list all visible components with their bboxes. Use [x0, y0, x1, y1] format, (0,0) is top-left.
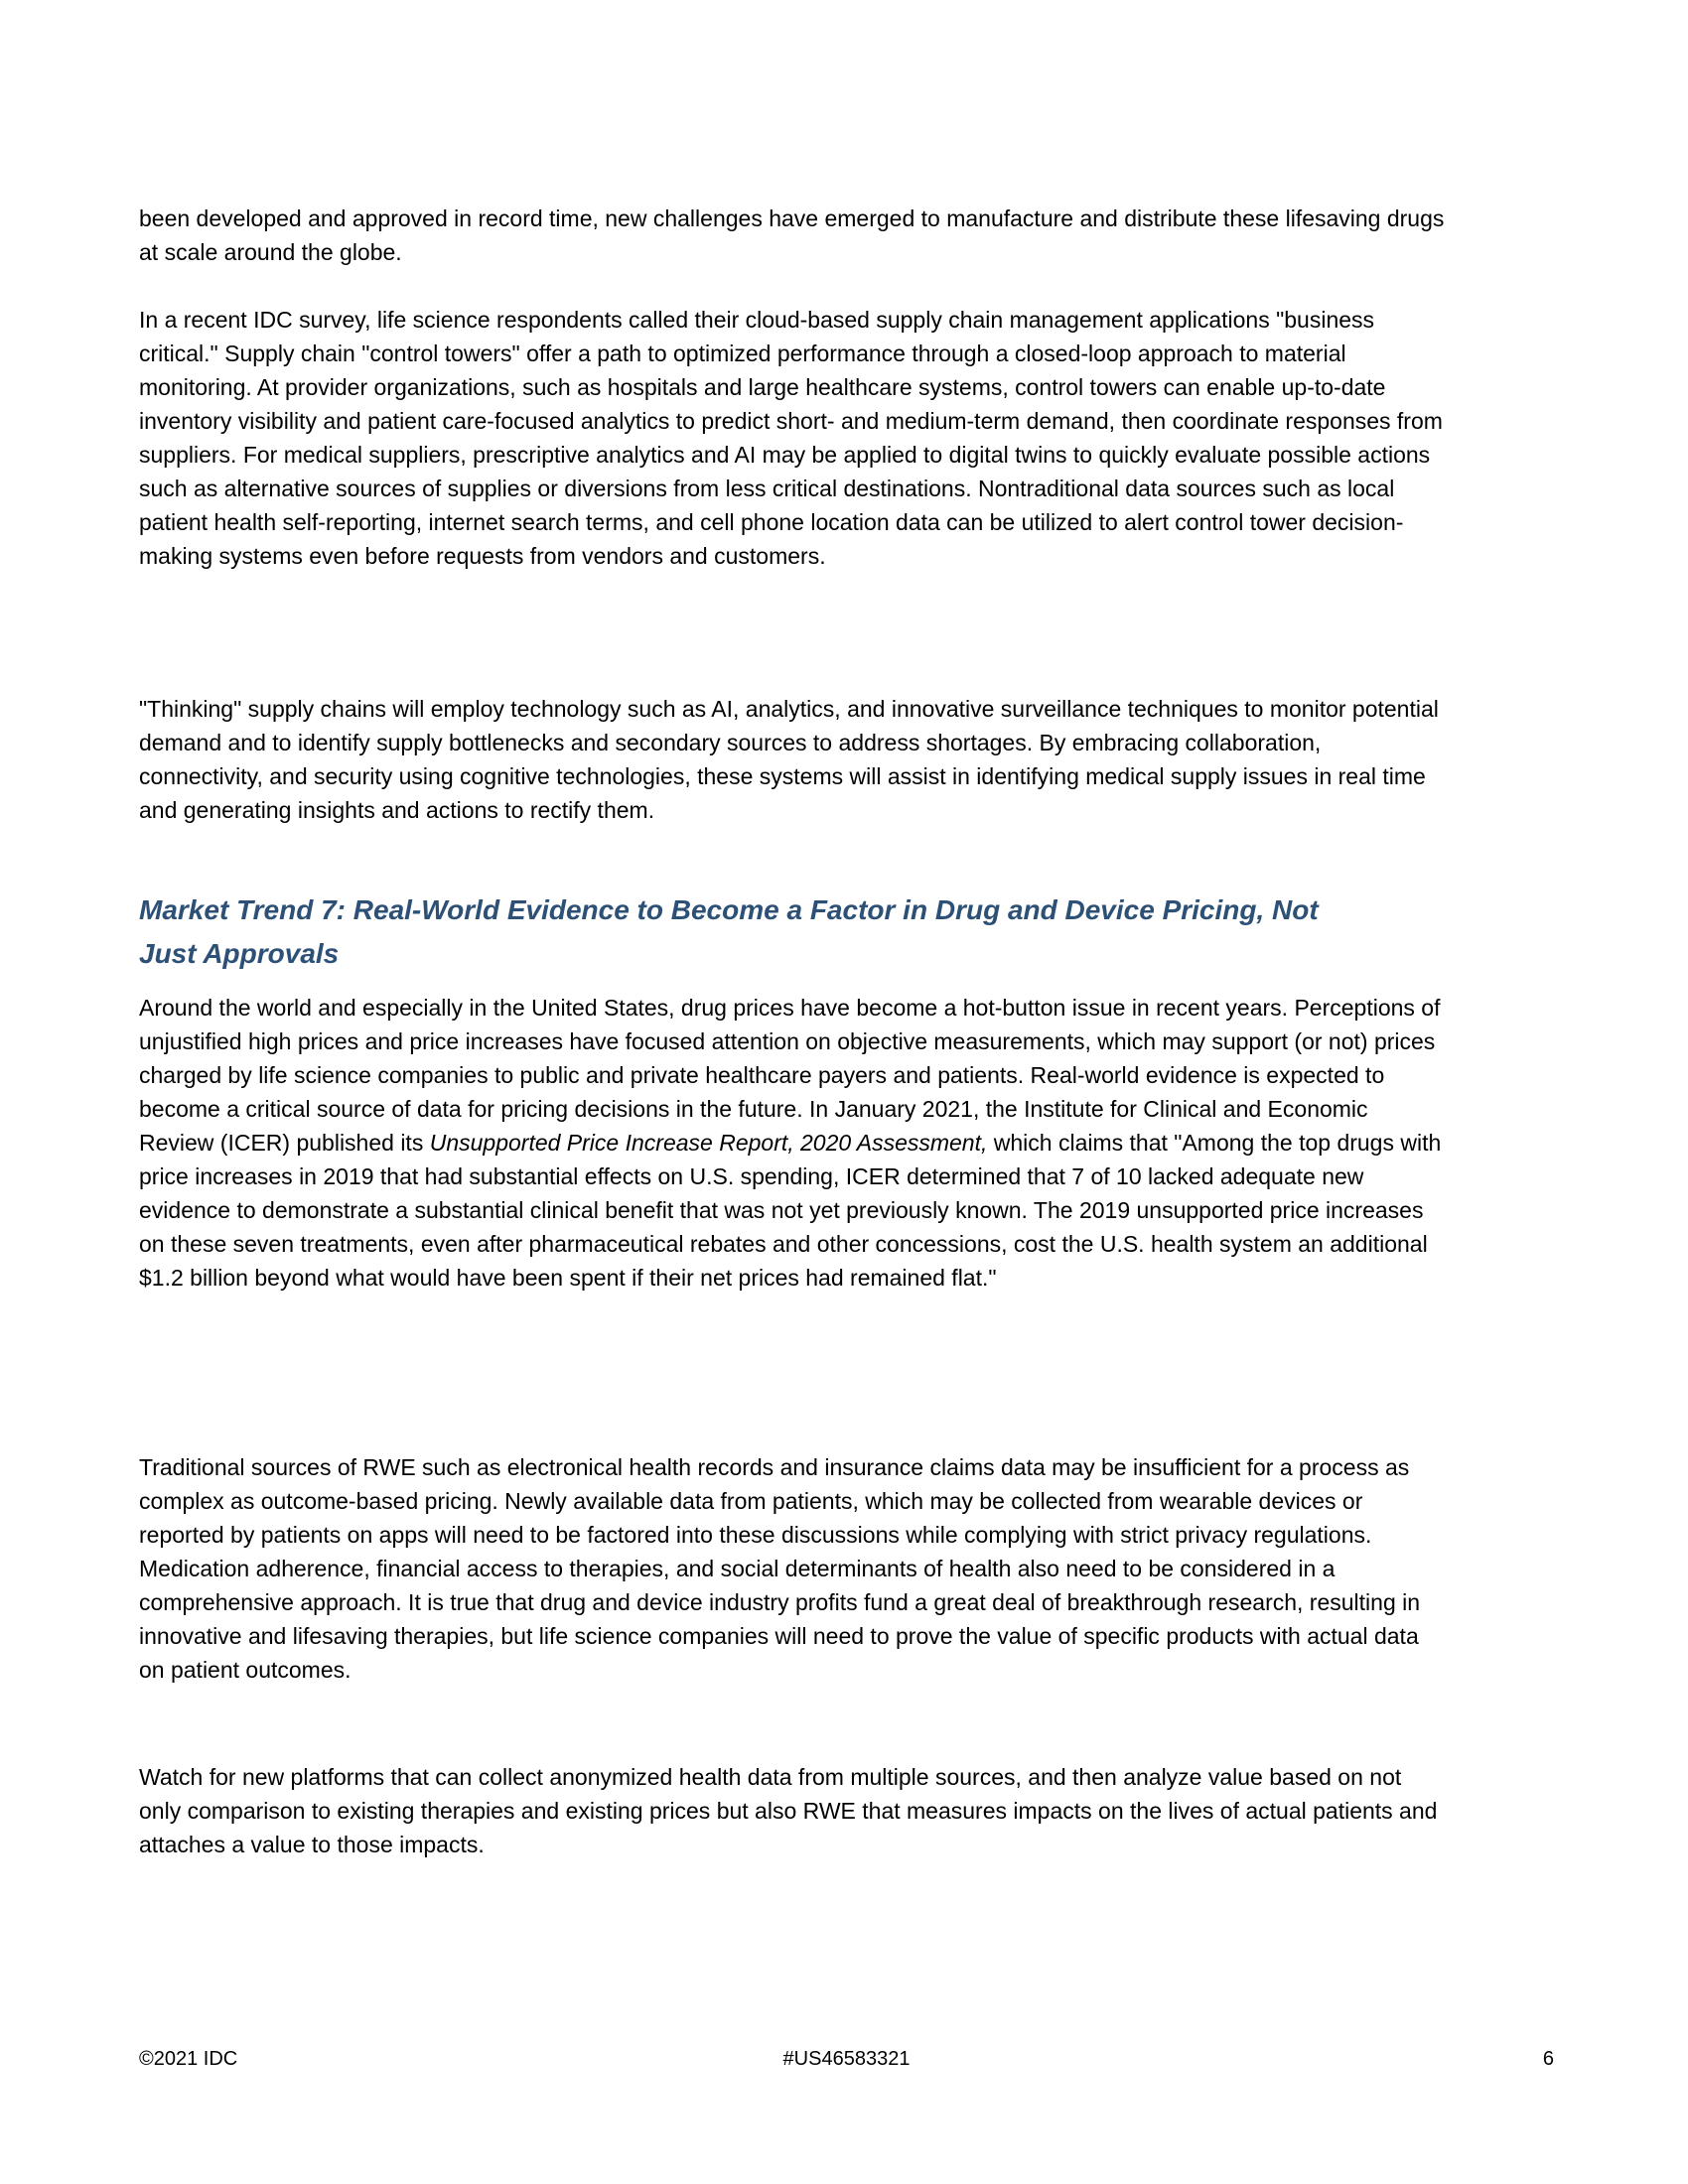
body-paragraph-new-platforms: Watch for new platforms that can collect anonymized health data from multiple sources, and then analyze value based on not only comparison to existing therapies and existing prices but also RWE that measures impacts on the lives of actual patients and attaches a value to those impacts.	[139, 1764, 1438, 1857]
body-paragraph-continuation: been developed and approved in record time, new challenges have emerged to manufacture and distribute these lifesaving drugs at scale around the globe.	[139, 205, 1445, 265]
drug-pricing-text-after-citation: which claims that "Among the top drugs with price increases in 2019 that had substantial effects on U.S. spending, ICER determined that 7 of 10 lacked adequate new evidence to demonstrate a substantial clinical benefit that was not yet previously known. The 2019 unsupported price increases on these seven treatments, even after pharmaceutical rebates and other concessions, cost the U.S. health system an additional $1.2 billion beyond what would have been spent if their net prices had remained flat."	[139, 1130, 1442, 1291]
body-paragraph-supply-chain: In a recent IDC survey, life science respondents called their cloud-based supply chain management applications "business critical." Supply chain "control towers" offer a path to optimized performance through a closed-loop approach to material monitoring. At provider organizations, such as hospitals and large healthcare systems, control towers can enable up-to-date inventory visibility and patient care-focused analytics to predict short- and medium-term demand, then coordinate responses from suppliers. For medical suppliers, prescriptive analytics and AI may be applied to digital twins to quickly evaluate possible actions such as alternative sources of supplies or diversions from less critical destinations. Nontraditional data sources such as local patient health self-reporting, internet search terms, and cell phone location data can be utilized to alert control tower decision-making systems even before requests from vendors and customers.	[139, 307, 1443, 569]
report-title-citation: Unsupported Price Increase Report, 2020 Assessment,	[429, 1130, 988, 1156]
drug-pricing-text-before-citation: Around the world and especially in the United States, drug prices have become a hot-button issue in recent years. Perceptions of unjustified high prices and price increases have focused attention on objective measurements, which may support (or not) prices charged by life science companies to public and private healthcare payers and patients. Real-world evidence is expected to become a critical source of data for pricing decisions in the future. In January 2021, the Institute for Clinical and Economic Review (ICER) published its	[139, 995, 1441, 1156]
section-heading-market-trend-7: Market Trend 7: Real-World Evidence to Become a Factor in Drug and Device Pricing, Not Just Approvals	[139, 894, 1319, 969]
footer-page-number: 6	[1542, 2048, 1554, 2070]
body-paragraph-rwe-sources: Traditional sources of RWE such as electronical health records and insurance claims data may be insufficient for a process as complex as outcome-based pricing. Newly available data from patients, which may be collected from wearable devices or reported by patients on apps will need to be factored into these discussions while complying with strict privacy regulations. Medication adherence, financial access to therapies, and social determinants of health also need to be considered in a comprehensive approach. It is true that drug and device industry profits fund a great deal of breakthrough research, resulting in innovative and lifesaving therapies, but life science companies will need to prove the value of specific products with actual data on patient outcomes.	[139, 1454, 1421, 1683]
page-footer	[139, 2047, 1554, 2071]
body-paragraph-thinking-supply-chains: "Thinking" supply chains will employ technology such as AI, analytics, and innovative surveillance techniques to monitor potential demand and to identify supply bottlenecks and secondary sources to address shortages. By embracing collaboration, connectivity, and security using cognitive technologies, these systems will assist in identifying medical supply issues in real time and generating insights and actions to rectify them.	[139, 696, 1439, 823]
body-paragraph-drug-pricing	[139, 991, 1445, 1295]
footer-doc-id: #US46583321	[782, 2048, 911, 2070]
footer-copyright: ©2021 IDC	[139, 2048, 238, 2070]
